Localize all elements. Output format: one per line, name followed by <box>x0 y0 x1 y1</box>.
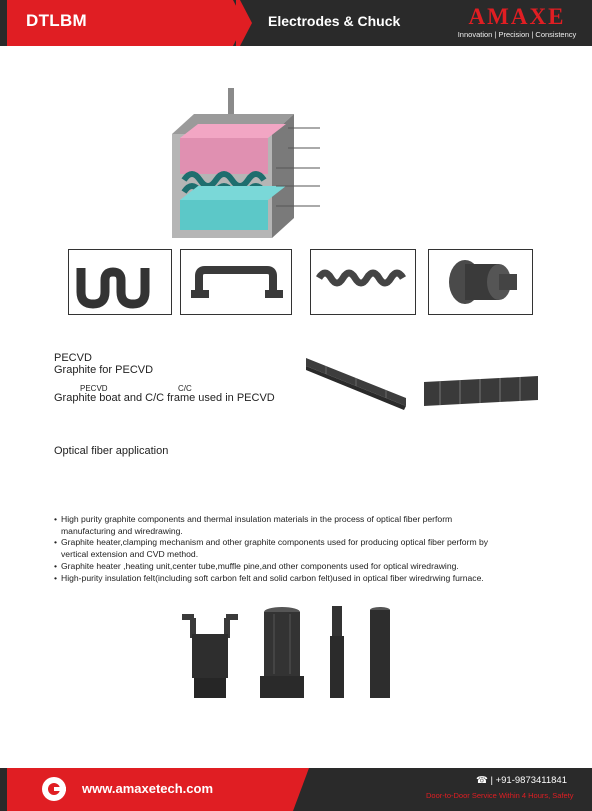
heater-serpentine-image <box>68 249 172 315</box>
pecvd-line-graphite: Graphite for PECVD <box>54 364 154 376</box>
page-title: DTLBM <box>26 11 87 30</box>
bullet-text: High-purity insulation felt(including soft carbon felt and solid carbon felt)used in optical fiber wiredrwing furnace. <box>61 572 484 583</box>
bullet-text: manufacturing and wiredrawing. <box>61 525 183 536</box>
service-tagline: Door-to-Door Service Within 4 Hours, Safety <box>426 791 574 800</box>
header-bar <box>0 0 592 46</box>
bullet-text: Graphite heater,clamping mechanism and other graphite components used for producing optical fiber perform by <box>61 537 489 548</box>
bullet-text: High purity graphite components and thermal insulation materials in the process of optical fiber perform <box>61 514 453 524</box>
pecvd-heading: PECVD <box>54 352 92 364</box>
graphite-clamp-image <box>180 612 240 702</box>
pecvd-sup-label: PECVD <box>80 384 108 393</box>
bullet-text: Graphite heater ,heating unit,center tube,muffle pine,and other components used for optical wiredrawing. <box>61 560 459 571</box>
amaxe-logo <box>446 6 588 39</box>
graphite-center-tube-image <box>326 606 348 700</box>
graphite-heater-tube-image <box>258 604 306 702</box>
heater-wave-image <box>310 249 416 315</box>
page-subtitle: Electrodes & Chuck <box>268 13 401 29</box>
optical-heading: Optical fiber application <box>54 445 169 457</box>
heater-bracket-image <box>180 249 292 315</box>
phone-icon: ☎ <box>476 775 488 786</box>
logo-word: AMAXE <box>468 4 566 29</box>
logo-tagline: Innovation | Precision | Consistency <box>457 30 577 39</box>
bullet-item: • Graphite heater ,heating unit,center tube,muffle pine,and other components used for optical wiredrawing. <box>54 560 459 571</box>
bullet-item: • High purity graphite components and thermal insulation materials in the process of optical fiber perform manufacturing and wiredrawing. <box>54 514 453 536</box>
electrode-chuck-image <box>428 249 533 315</box>
pecvd-line-boat: Graphite boat and C/C frame used in PECVD <box>54 392 275 404</box>
bullet-item: • High-purity insulation felt(including soft carbon felt and solid carbon felt)used in optical fiber wiredrwing furnace. <box>54 572 484 583</box>
bullet-text: vertical extension and CVD method. <box>61 549 199 560</box>
website-link[interactable]: www.amaxetech.com <box>82 781 214 796</box>
graphite-boat-image <box>306 354 410 414</box>
phone-text: +91-9873411841 <box>495 775 568 786</box>
optical-bullet-list <box>54 514 554 584</box>
bullet-item: • Graphite heater,clamping mechanism and other graphite components used for producing optical fiber perform by vertical extension and CVD method. <box>54 537 489 560</box>
cc-sup-label: C/C <box>178 384 192 393</box>
graphite-muffle-tube-image <box>368 606 392 700</box>
web-globe-icon <box>40 775 68 803</box>
phone-number: ☎ | +91-9873411841 <box>476 775 568 786</box>
header-accent <box>236 0 252 46</box>
footer-bar <box>0 768 592 811</box>
hot-zone-illustration <box>166 88 324 242</box>
cc-frame-image <box>420 372 542 410</box>
